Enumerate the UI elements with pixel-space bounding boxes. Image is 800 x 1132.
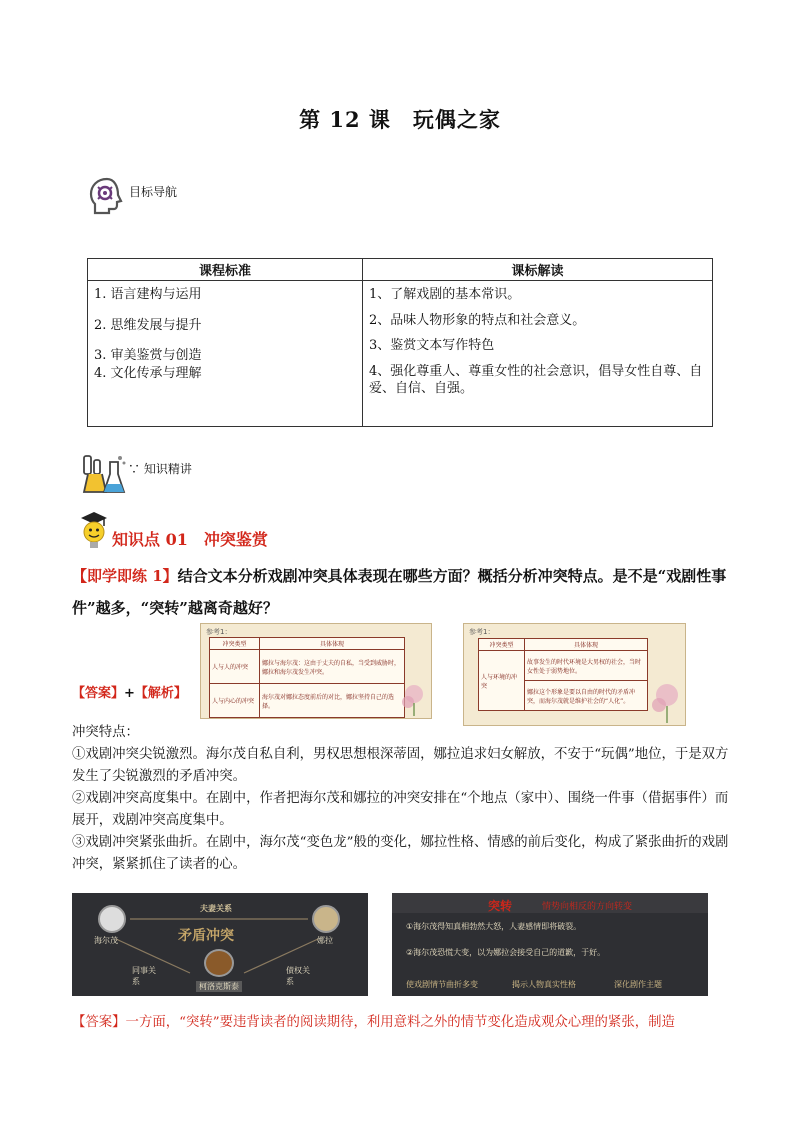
interpretation-item: 1、了解戏剧的基本常识。: [369, 287, 521, 302]
flask-icon: [78, 452, 128, 497]
bottom-person-label: 柯洛克斯泰: [196, 981, 242, 992]
content-paragraph: ③戏剧冲突紧张曲折。在剧中，海尔茂“变色龙”般的变化，娜拉性格、情感的前后变化，构成了紧张曲折的戏剧冲突，紧紧抓住了读者的心。: [72, 835, 729, 872]
target-nav-label: 目标导航: [129, 185, 178, 199]
knowledge-point-label: 知识点 01 冲突鉴赏: [112, 530, 268, 549]
content-heading: 冲突特点：: [72, 725, 139, 740]
target-nav-section: [87, 175, 177, 217]
content-paragraph: ①戏剧冲突尖锐激烈。海尔茂自私自利，男权思想根深蒂固，娜拉追求妇女解放，不安于“玩偶”地位，于是双方发生了尖锐激烈的矛盾冲突。: [72, 747, 729, 784]
graduate-bulb-icon: [78, 508, 110, 552]
avatar-bottom: [204, 949, 234, 977]
interpretation-item: 2、品味人物形象的特点和社会意义。: [369, 312, 586, 328]
interpretation-cell: [363, 281, 713, 427]
right-relation-label: 债权关系: [286, 966, 310, 986]
interpretation-item: 4、强化尊重人、尊重女性的社会意识，倡导女性自尊、自爱、自信、自强。: [369, 363, 703, 397]
slide-table: [209, 637, 405, 718]
slide-cell: 人与环境的冲突: [479, 651, 525, 711]
avatar-right: [312, 905, 340, 933]
analysis-tag: 【解析】: [134, 686, 187, 701]
slide-cell: 娜拉这个形象是要以自由的时代的矛盾冲突，而海尔茂就是维护社会的“人化”。: [525, 681, 648, 711]
twist-footer-item: 使戏剧情节曲折多变: [406, 980, 478, 989]
slide-heading: 参考1：: [469, 628, 495, 636]
answer-tag: 【答案】: [72, 686, 125, 701]
left-person-label: 海尔茂: [94, 936, 118, 945]
header-interpretation: 课标解读: [363, 259, 713, 281]
interpretation-item: 3、鉴赏文本写作特色: [369, 338, 495, 354]
reference-slide-1: [200, 623, 432, 719]
standards-table: [87, 258, 713, 427]
slide-col-type: 冲突类型: [479, 639, 525, 651]
left-relation-label: 同事关系: [132, 966, 156, 986]
twist-line: ①海尔茂得知真相勃然大怒，人妻感情即将破裂。: [406, 922, 582, 931]
practice-text: 结合文本分析戏剧冲突具体表现在哪些方面？概括分析冲突特点。是不是“戏剧性事件”越多，“突转”越离奇越好？: [72, 567, 727, 617]
slide-heading: 参考1：: [206, 628, 232, 636]
header-standard: 课程标准: [88, 259, 363, 281]
flower-decoration-icon: [399, 676, 429, 716]
twist-footer-item: 深化剧作主题: [614, 980, 662, 989]
answer-analysis-tag: [72, 682, 187, 701]
table-row: [88, 281, 713, 427]
twist-subtitle: 情势向相反的方向转变: [542, 902, 633, 912]
knowledge-label: ∵ 知识精讲: [128, 462, 192, 476]
twist-slide: [392, 893, 708, 996]
practice-tag: 【即学即练 1】: [72, 567, 178, 585]
slide-col-detail: 具体体现: [525, 639, 648, 651]
knowledge-point-heading: [78, 506, 268, 552]
reference-slide-2: [463, 623, 686, 726]
brain-gear-icon: [87, 175, 127, 217]
knowledge-section: [78, 452, 192, 497]
slide-col-detail: 具体体现: [260, 638, 405, 650]
slide-col-type: 冲突类型: [210, 638, 260, 650]
avatar-left: [98, 905, 126, 933]
twist-header: 突转: [488, 899, 513, 913]
standard-item: 1. 语言建构与运用: [94, 287, 202, 302]
standard-item: 3. 审美鉴赏与创造: [94, 348, 202, 364]
answer-text: 【答案】一方面，“突转”要违背读者的阅读期待，利用意料之外的情节变化造成观众心理的紧张，制造: [72, 1015, 675, 1030]
practice-question: [72, 560, 732, 624]
slide-cell: 人与人的冲突: [210, 650, 260, 684]
knowledge-label-text: 知识精讲: [143, 462, 192, 476]
page-title: 第 12 课 玩偶之家: [299, 107, 501, 132]
slide-cell: 海尔茂对娜拉态度前后的对比，娜拉坚持自己的选择。: [260, 684, 405, 718]
top-relation-label: 夫妻关系: [200, 904, 232, 913]
standard-item: 4. 文化传承与理解: [94, 365, 202, 381]
conflict-features: [72, 722, 732, 876]
slide-table: [478, 638, 648, 711]
right-person-label: 娜拉: [317, 936, 333, 945]
content-paragraph: ②戏剧冲突高度集中。在剧中，作者把海尔茂和娜拉的冲突安排在“个地点（家中）、围绕一件事（借据事件）而展开，戏剧冲突高度集中。: [72, 791, 729, 828]
slide-cell: 故事发生的时代环境是大男权的社会，当时女性处于弱势地位。: [525, 651, 648, 681]
standards-cell: [88, 281, 363, 427]
table-header-row: [88, 259, 713, 281]
center-label: 矛盾冲突: [178, 928, 234, 944]
slide-cell: 人与内心的冲突: [210, 684, 260, 718]
standard-item: 2. 思维发展与提升: [94, 317, 202, 333]
flower-decoration-icon: [649, 675, 683, 723]
twist-line: ②海尔茂恐慌大变，以为娜拉会接受自己的道歉，于好。: [406, 948, 606, 957]
slide-cell: 娜拉与海尔茂：这由于丈夫的自私，当受到威胁时，娜拉和海尔茂发生冲突。: [260, 650, 405, 684]
plus-sign: +: [124, 686, 135, 701]
relationship-diagram: [72, 893, 368, 996]
twist-footer-item: 揭示人物真实性格: [512, 980, 576, 989]
